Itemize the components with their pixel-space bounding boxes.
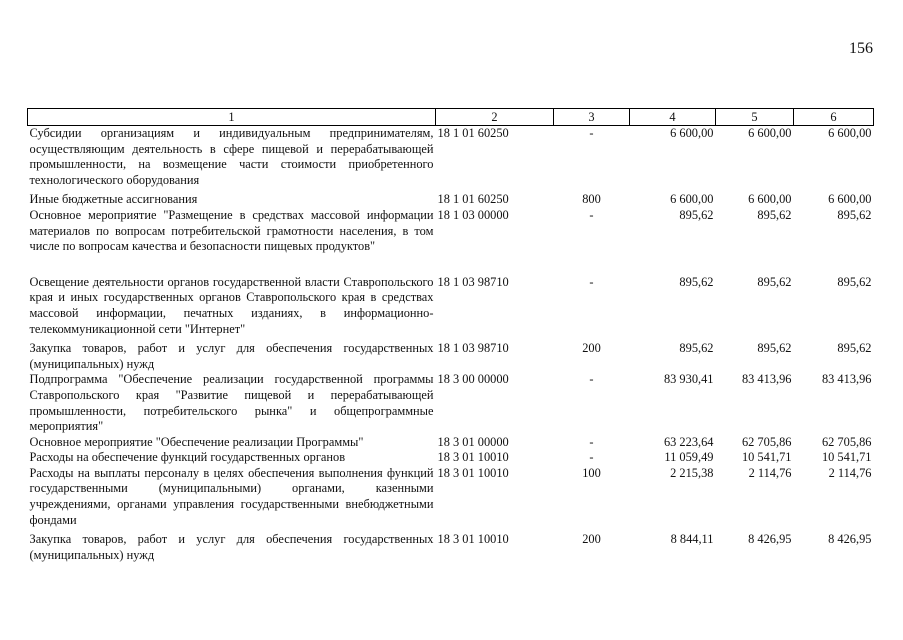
row-value-year3: 6 600,00	[828, 126, 872, 140]
row-value-year2: 895,62	[757, 207, 792, 222]
row-value-year2: 62 705,86	[741, 434, 792, 449]
row-value-year2: 2 114,76	[748, 465, 792, 480]
table-row	[28, 372, 874, 434]
row-code: 18 1 03 98710	[437, 341, 509, 356]
row-expense-type: 200	[582, 532, 601, 547]
row-code: 18 3 01 10010	[437, 450, 509, 465]
row-description: Основное мероприятие "Обеспечение реализации Программы"	[29, 434, 364, 449]
col-header-5: 5	[716, 109, 794, 126]
row-value-year3: 62 705,86	[821, 434, 872, 449]
row-value-year2: 8 426,95	[748, 532, 792, 547]
row-description: Освещение деятельности органов государственной власти Ставропольского края и иных государственных органов Ставропольского края в средствах массовой информации, печатных изданиях, в информационно-телекоммуникационной сети "Интернет"	[29, 274, 434, 336]
row-expense-type: 800	[582, 192, 601, 207]
row-value-year3: 6 600,00	[828, 192, 872, 207]
row-value-year3: 83 413,96	[821, 372, 872, 387]
row-value-year1: 8 844,11	[670, 532, 714, 547]
row-description: Расходы на обеспечение функций государственных органов	[29, 450, 346, 465]
row-value-year1: 895,62	[679, 341, 714, 356]
table-row	[28, 275, 874, 341]
row-value-year1: 2 215,38	[670, 465, 714, 480]
row-code: 18 1 03 00000	[437, 207, 509, 222]
row-value-year1: 6 600,00	[670, 192, 714, 207]
col-header-4: 4	[630, 109, 716, 126]
row-expense-type: -	[589, 450, 594, 465]
row-value-year3: 895,62	[837, 274, 872, 289]
row-value-year2: 895,62	[757, 274, 792, 289]
row-expense-type: -	[589, 274, 594, 289]
row-value-year1: 83 930,41	[663, 372, 714, 387]
row-code: 18 3 01 10010	[437, 465, 509, 480]
row-description: Закупка товаров, работ и услуг для обеспечения государственных (муниципальных) нужд	[29, 341, 434, 371]
row-value-year2: 10 541,71	[741, 450, 792, 465]
col-header-2: 2	[436, 109, 554, 126]
row-code: 18 1 01 60250	[437, 192, 509, 207]
row-code: 18 3 01 00000	[437, 434, 509, 449]
row-description: Иные бюджетные ассигнования	[29, 192, 198, 207]
row-value-year1: 895,62	[679, 274, 714, 289]
row-expense-type: -	[589, 207, 594, 222]
col-header-1: 1	[28, 109, 436, 126]
row-value-year3: 8 426,95	[828, 532, 872, 547]
row-expense-type: 200	[582, 341, 601, 356]
col-header-6: 6	[794, 109, 874, 126]
row-value-year2: 6 600,00	[748, 126, 792, 140]
row-value-year1: 6 600,00	[670, 126, 714, 140]
row-description: Подпрограмма "Обеспечение реализации государственной программы Ставропольского края "Развитие пищевой и перерабатывающей промышленности, потребительского рынка" и общепрограммные мероприятия"	[29, 372, 434, 434]
table-row	[28, 208, 874, 275]
table-row	[28, 435, 874, 451]
table-row	[28, 192, 874, 208]
row-value-year1: 11 059,49	[664, 450, 714, 465]
budget-table	[27, 108, 874, 563]
row-value-year3: 10 541,71	[821, 450, 872, 465]
row-description: Субсидии организациям и индивидуальным предпринимателям, осуществляющим деятельность в сфере пищевой и перерабатывающей промышленности, на возмещение части стоимости приобретенного технологического оборудования	[29, 126, 434, 187]
table-row	[28, 466, 874, 532]
header-row	[28, 109, 874, 126]
col-header-3: 3	[554, 109, 630, 126]
row-value-year2: 6 600,00	[748, 192, 792, 207]
row-value-year2: 895,62	[757, 341, 792, 356]
table-row	[28, 126, 874, 193]
row-expense-type: -	[589, 372, 594, 387]
row-description: Расходы на выплаты персоналу в целях обеспечения выполнения функций государственными (муниципальными) органами, казенными учреждениями, органами управления государственными внебюджетными фондами	[29, 465, 434, 527]
row-value-year1: 63 223,64	[663, 434, 714, 449]
table-row	[28, 450, 874, 466]
row-value-year1: 895,62	[679, 207, 714, 222]
row-value-year2: 83 413,96	[741, 372, 792, 387]
row-expense-type: -	[589, 126, 594, 140]
row-value-year3: 895,62	[837, 207, 872, 222]
row-description: Основное мероприятие "Размещение в средствах массовой информации материалов по вопросам потребительской грамотности населения, в том числе по вопросам качества и безопасности пищевых продуктов"	[29, 207, 434, 254]
table-row	[28, 532, 874, 563]
row-code: 18 1 03 98710	[437, 274, 509, 289]
row-expense-type: -	[589, 434, 594, 449]
row-description: Закупка товаров, работ и услуг для обеспечения государственных (муниципальных) нужд	[29, 532, 434, 562]
row-value-year3: 895,62	[837, 341, 872, 356]
row-code: 18 1 01 60250	[437, 126, 509, 140]
table-row	[28, 341, 874, 372]
row-code: 18 3 01 10010	[437, 532, 509, 547]
row-code: 18 3 00 00000	[437, 372, 509, 387]
row-value-year3: 2 114,76	[828, 465, 872, 480]
page-number: 156	[849, 40, 873, 57]
row-expense-type: 100	[582, 465, 601, 480]
